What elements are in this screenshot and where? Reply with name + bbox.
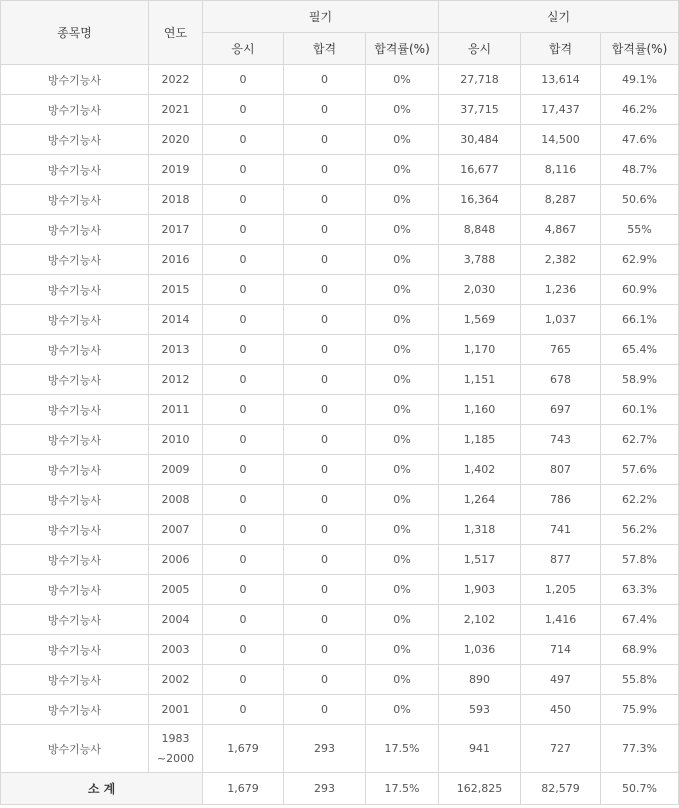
- cell-practical-rate: 60.9%: [601, 275, 679, 305]
- cell-written-passed: 0: [284, 365, 366, 395]
- cell-practical-passed: 1,205: [521, 575, 601, 605]
- cell-written-passed: 0: [284, 305, 366, 335]
- cell-written-rate: 0%: [366, 695, 439, 725]
- cell-written-applied: 0: [203, 155, 284, 185]
- table-body: [1, 65, 679, 805]
- table-row: [1, 695, 679, 725]
- cell-written-passed: 0: [284, 275, 366, 305]
- cell-year: 2020: [149, 125, 203, 155]
- cell-name: 방수기능사: [1, 395, 149, 425]
- cell-written-applied: 0: [203, 215, 284, 245]
- cell-written-rate: 0%: [366, 395, 439, 425]
- header-written-passed: 합격: [284, 33, 366, 65]
- cell-written-rate: 0%: [366, 125, 439, 155]
- cell-written-applied: 0: [203, 335, 284, 365]
- table-row: [1, 515, 679, 545]
- cell-year: 2001: [149, 695, 203, 725]
- header-written: 필기: [203, 1, 439, 33]
- cell-year: 2015: [149, 275, 203, 305]
- table-row-1983-2000: [1, 725, 679, 773]
- table-row: [1, 545, 679, 575]
- cell-name: 방수기능사: [1, 635, 149, 665]
- cell-practical-rate: 55%: [601, 215, 679, 245]
- cell-year: 2022: [149, 65, 203, 95]
- cell-practical-passed: 1,037: [521, 305, 601, 335]
- cell-name: 방수기능사: [1, 335, 149, 365]
- cell-written-rate: 17.5%: [366, 725, 439, 773]
- cell-practical-rate: 49.1%: [601, 65, 679, 95]
- cell-name: 방수기능사: [1, 455, 149, 485]
- total-written-applied: 1,679: [203, 773, 284, 805]
- cell-practical-applied: 8,848: [439, 215, 521, 245]
- cell-practical-applied: 890: [439, 665, 521, 695]
- cell-written-rate: 0%: [366, 275, 439, 305]
- cell-written-applied: 0: [203, 545, 284, 575]
- cell-practical-applied: 2,102: [439, 605, 521, 635]
- cell-practical-passed: 807: [521, 455, 601, 485]
- cell-practical-passed: 714: [521, 635, 601, 665]
- table-row: [1, 125, 679, 155]
- cell-written-applied: 0: [203, 395, 284, 425]
- cell-year: 2010: [149, 425, 203, 455]
- cell-written-applied: 0: [203, 65, 284, 95]
- cell-practical-passed: 4,867: [521, 215, 601, 245]
- cell-name: 방수기능사: [1, 605, 149, 635]
- cell-practical-passed: 678: [521, 365, 601, 395]
- cell-written-rate: 0%: [366, 335, 439, 365]
- cell-practical-rate: 65.4%: [601, 335, 679, 365]
- cell-written-rate: 0%: [366, 665, 439, 695]
- header-written-applied: 응시: [203, 33, 284, 65]
- cell-practical-passed: 450: [521, 695, 601, 725]
- table-row: [1, 365, 679, 395]
- cell-written-rate: 0%: [366, 155, 439, 185]
- cell-year: 2002: [149, 665, 203, 695]
- cell-practical-passed: 1,416: [521, 605, 601, 635]
- header-practical-passed: 합격: [521, 33, 601, 65]
- cell-written-applied: 0: [203, 695, 284, 725]
- cell-written-passed: 0: [284, 65, 366, 95]
- cell-practical-applied: 1,036: [439, 635, 521, 665]
- cell-practical-applied: 27,718: [439, 65, 521, 95]
- cell-written-rate: 0%: [366, 635, 439, 665]
- cell-practical-applied: 37,715: [439, 95, 521, 125]
- table-row: [1, 575, 679, 605]
- table-row: [1, 425, 679, 455]
- cell-written-applied: 0: [203, 365, 284, 395]
- table-row: [1, 305, 679, 335]
- cell-written-passed: 0: [284, 515, 366, 545]
- total-practical-passed: 82,579: [521, 773, 601, 805]
- cell-written-passed: 293: [284, 725, 366, 773]
- header-year: 연도: [149, 1, 203, 65]
- table-row: [1, 95, 679, 125]
- cell-name: 방수기능사: [1, 95, 149, 125]
- cell-practical-applied: 593: [439, 695, 521, 725]
- cell-practical-rate: 57.6%: [601, 455, 679, 485]
- cell-written-passed: 0: [284, 185, 366, 215]
- cell-practical-rate: 75.9%: [601, 695, 679, 725]
- cell-year: 2016: [149, 245, 203, 275]
- cell-written-passed: 0: [284, 485, 366, 515]
- cell-written-rate: 0%: [366, 545, 439, 575]
- cell-practical-applied: 1,903: [439, 575, 521, 605]
- cell-practical-rate: 56.2%: [601, 515, 679, 545]
- cell-practical-rate: 77.3%: [601, 725, 679, 773]
- cell-written-applied: 0: [203, 575, 284, 605]
- cell-practical-applied: 1,318: [439, 515, 521, 545]
- cell-written-passed: 0: [284, 245, 366, 275]
- cell-practical-applied: 1,151: [439, 365, 521, 395]
- cell-written-rate: 0%: [366, 575, 439, 605]
- cell-name: 방수기능사: [1, 725, 149, 773]
- cell-practical-applied: 30,484: [439, 125, 521, 155]
- cell-practical-passed: 697: [521, 395, 601, 425]
- cell-practical-passed: 743: [521, 425, 601, 455]
- cell-written-applied: 0: [203, 305, 284, 335]
- cell-name: 방수기능사: [1, 485, 149, 515]
- cell-practical-rate: 60.1%: [601, 395, 679, 425]
- cell-name: 방수기능사: [1, 545, 149, 575]
- cell-written-passed: 0: [284, 695, 366, 725]
- cell-year: 2021: [149, 95, 203, 125]
- cell-written-rate: 0%: [366, 185, 439, 215]
- cell-year: 2014: [149, 305, 203, 335]
- header-row-main: [1, 1, 679, 33]
- cell-practical-rate: 68.9%: [601, 635, 679, 665]
- cell-year-line1: 1983: [161, 731, 190, 745]
- cell-written-rate: 0%: [366, 95, 439, 125]
- cell-year: 2013: [149, 335, 203, 365]
- cell-written-rate: 0%: [366, 605, 439, 635]
- header-name: 종목명: [1, 1, 149, 65]
- cell-written-passed: 0: [284, 215, 366, 245]
- cell-year: 2005: [149, 575, 203, 605]
- cell-written-passed: 0: [284, 635, 366, 665]
- cell-practical-passed: 786: [521, 485, 601, 515]
- header-written-rate: 합격률(%): [366, 33, 439, 65]
- cell-year: 2018: [149, 185, 203, 215]
- cell-name: 방수기능사: [1, 275, 149, 305]
- cell-written-applied: 0: [203, 515, 284, 545]
- cell-practical-passed: 8,287: [521, 185, 601, 215]
- cell-practical-applied: 1,185: [439, 425, 521, 455]
- cell-name: 방수기능사: [1, 185, 149, 215]
- cell-name: 방수기능사: [1, 515, 149, 545]
- cell-written-passed: 0: [284, 395, 366, 425]
- cell-practical-applied: 1,569: [439, 305, 521, 335]
- cell-practical-passed: 877: [521, 545, 601, 575]
- cell-practical-rate: 50.6%: [601, 185, 679, 215]
- total-practical-applied: 162,825: [439, 773, 521, 805]
- cell-written-rate: 0%: [366, 515, 439, 545]
- cell-year: 2017: [149, 215, 203, 245]
- cell-name: 방수기능사: [1, 305, 149, 335]
- header-practical-applied: 응시: [439, 33, 521, 65]
- cell-practical-rate: 62.9%: [601, 245, 679, 275]
- cell-name: 방수기능사: [1, 365, 149, 395]
- cell-written-rate: 0%: [366, 305, 439, 335]
- cell-year: 2008: [149, 485, 203, 515]
- cell-practical-passed: 14,500: [521, 125, 601, 155]
- cell-practical-passed: 727: [521, 725, 601, 773]
- cell-practical-passed: 17,437: [521, 95, 601, 125]
- table-row: [1, 665, 679, 695]
- cell-written-applied: 1,679: [203, 725, 284, 773]
- cell-practical-rate: 57.8%: [601, 545, 679, 575]
- cell-written-passed: 0: [284, 575, 366, 605]
- cell-written-applied: 0: [203, 125, 284, 155]
- cell-written-rate: 0%: [366, 65, 439, 95]
- table-row: [1, 245, 679, 275]
- cell-practical-applied: 941: [439, 725, 521, 773]
- cell-written-passed: 0: [284, 335, 366, 365]
- total-label: 소 계: [1, 773, 203, 805]
- cell-name: 방수기능사: [1, 215, 149, 245]
- cell-practical-rate: 58.9%: [601, 365, 679, 395]
- cell-practical-applied: 1,160: [439, 395, 521, 425]
- cell-written-passed: 0: [284, 545, 366, 575]
- cell-name: 방수기능사: [1, 65, 149, 95]
- cell-year: 2012: [149, 365, 203, 395]
- cell-year: 2011: [149, 395, 203, 425]
- cell-practical-applied: 1,402: [439, 455, 521, 485]
- cell-written-passed: 0: [284, 155, 366, 185]
- table-row: [1, 65, 679, 95]
- cell-year: 2019: [149, 155, 203, 185]
- cell-practical-passed: 741: [521, 515, 601, 545]
- cell-practical-passed: 2,382: [521, 245, 601, 275]
- cell-written-applied: 0: [203, 635, 284, 665]
- cell-written-rate: 0%: [366, 365, 439, 395]
- cell-practical-rate: 55.8%: [601, 665, 679, 695]
- cell-year: 2006: [149, 545, 203, 575]
- cell-year: 2007: [149, 515, 203, 545]
- cell-written-applied: 0: [203, 245, 284, 275]
- header-practical: 실기: [439, 1, 679, 33]
- cell-practical-rate: 63.3%: [601, 575, 679, 605]
- cell-practical-passed: 13,614: [521, 65, 601, 95]
- cell-practical-passed: 8,116: [521, 155, 601, 185]
- cell-year: [149, 725, 203, 773]
- cell-written-rate: 0%: [366, 425, 439, 455]
- cell-written-applied: 0: [203, 455, 284, 485]
- cell-written-applied: 0: [203, 95, 284, 125]
- cell-written-applied: 0: [203, 185, 284, 215]
- cell-name: 방수기능사: [1, 575, 149, 605]
- cell-practical-passed: 497: [521, 665, 601, 695]
- header-practical-rate: 합격률(%): [601, 33, 679, 65]
- table-row: [1, 605, 679, 635]
- cell-practical-applied: 1,264: [439, 485, 521, 515]
- cell-written-applied: 0: [203, 425, 284, 455]
- cell-practical-applied: 3,788: [439, 245, 521, 275]
- total-row: [1, 773, 679, 805]
- cell-practical-rate: 67.4%: [601, 605, 679, 635]
- cell-written-passed: 0: [284, 605, 366, 635]
- table-row: [1, 395, 679, 425]
- cell-year-line2: ~2000: [156, 751, 195, 765]
- cell-written-applied: 0: [203, 485, 284, 515]
- cell-practical-rate: 62.7%: [601, 425, 679, 455]
- cell-name: 방수기능사: [1, 155, 149, 185]
- table-row: [1, 485, 679, 515]
- cell-name: 방수기능사: [1, 425, 149, 455]
- cell-practical-passed: 765: [521, 335, 601, 365]
- cell-year: 2003: [149, 635, 203, 665]
- cell-practical-rate: 48.7%: [601, 155, 679, 185]
- total-practical-rate: 50.7%: [601, 773, 679, 805]
- cell-practical-rate: 62.2%: [601, 485, 679, 515]
- table-row: [1, 635, 679, 665]
- cell-practical-applied: 2,030: [439, 275, 521, 305]
- table-row: [1, 155, 679, 185]
- total-written-rate: 17.5%: [366, 773, 439, 805]
- cell-written-passed: 0: [284, 665, 366, 695]
- cell-practical-rate: 46.2%: [601, 95, 679, 125]
- cell-written-rate: 0%: [366, 215, 439, 245]
- cell-practical-applied: 1,517: [439, 545, 521, 575]
- cell-written-passed: 0: [284, 455, 366, 485]
- cell-name: 방수기능사: [1, 665, 149, 695]
- cell-written-applied: 0: [203, 665, 284, 695]
- cell-practical-applied: 1,170: [439, 335, 521, 365]
- table-row: [1, 215, 679, 245]
- cell-practical-applied: 16,677: [439, 155, 521, 185]
- cell-written-rate: 0%: [366, 485, 439, 515]
- cell-practical-applied: 16,364: [439, 185, 521, 215]
- table-row: [1, 335, 679, 365]
- cell-written-applied: 0: [203, 605, 284, 635]
- cell-written-rate: 0%: [366, 455, 439, 485]
- cell-practical-passed: 1,236: [521, 275, 601, 305]
- table-row: [1, 275, 679, 305]
- cell-name: 방수기능사: [1, 695, 149, 725]
- table-row: [1, 455, 679, 485]
- cell-year: 2004: [149, 605, 203, 635]
- cell-name: 방수기능사: [1, 245, 149, 275]
- cell-written-passed: 0: [284, 125, 366, 155]
- cell-written-passed: 0: [284, 95, 366, 125]
- cell-practical-rate: 66.1%: [601, 305, 679, 335]
- cell-name: 방수기능사: [1, 125, 149, 155]
- cell-written-applied: 0: [203, 275, 284, 305]
- table-row: [1, 185, 679, 215]
- cell-practical-rate: 47.6%: [601, 125, 679, 155]
- cell-written-rate: 0%: [366, 245, 439, 275]
- cell-written-passed: 0: [284, 425, 366, 455]
- cell-year: 2009: [149, 455, 203, 485]
- total-written-passed: 293: [284, 773, 366, 805]
